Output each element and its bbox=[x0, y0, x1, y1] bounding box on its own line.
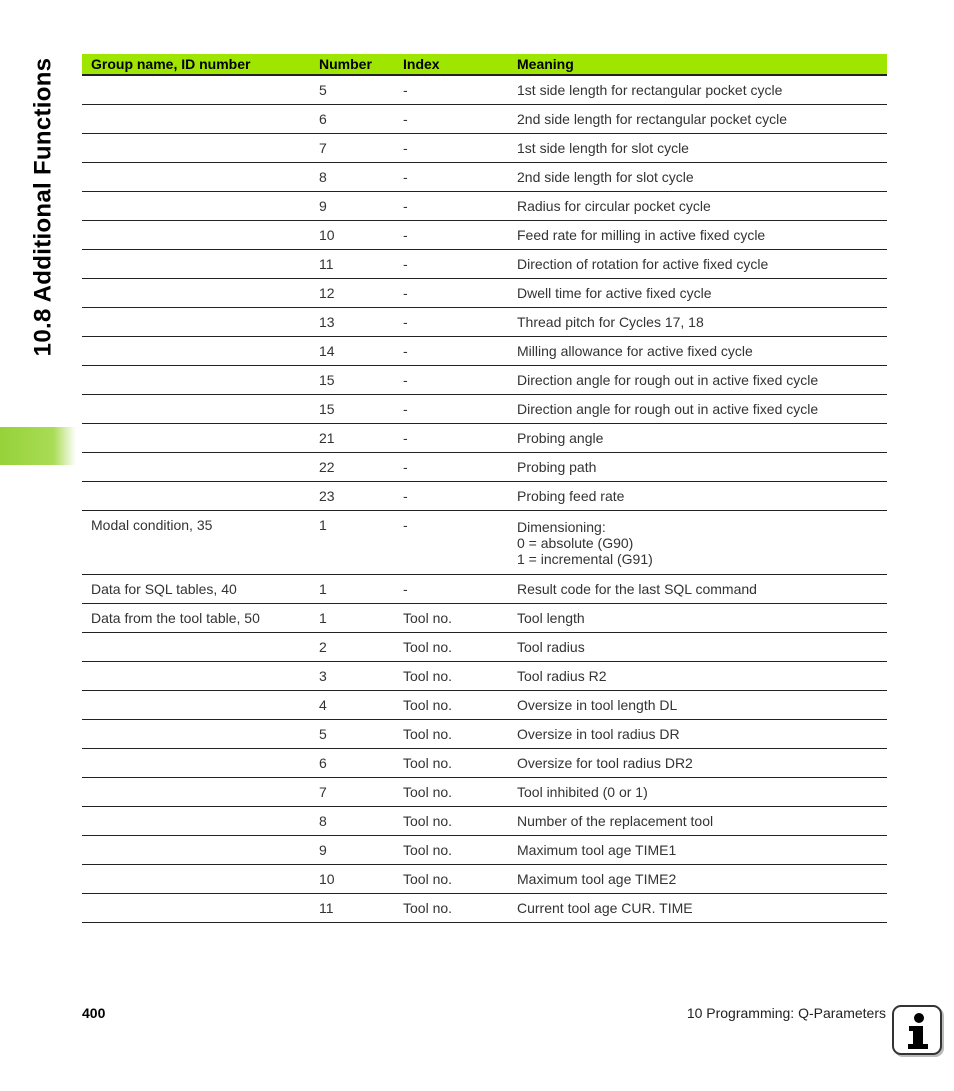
cell-group bbox=[82, 337, 310, 366]
cell-group bbox=[82, 482, 310, 511]
cell-meaning: Direction of rotation for active fixed cycle bbox=[508, 250, 887, 279]
cell-index: Tool no. bbox=[394, 633, 508, 662]
cell-group: Data from the tool table, 50 bbox=[82, 604, 310, 633]
cell-group bbox=[82, 894, 310, 923]
cell-number: 1 bbox=[310, 604, 394, 633]
table-row bbox=[82, 720, 887, 749]
cell-number: 8 bbox=[310, 163, 394, 192]
table-row bbox=[82, 337, 887, 366]
table-row bbox=[82, 575, 887, 604]
table-row bbox=[82, 192, 887, 221]
table-row bbox=[82, 75, 887, 105]
cell-index: - bbox=[394, 395, 508, 424]
cell-index: - bbox=[394, 250, 508, 279]
chapter-side-title-text: 10.8 Additional Functions bbox=[29, 57, 57, 357]
cell-meaning: Tool radius bbox=[508, 633, 887, 662]
cell-meaning-line: Dimensioning: bbox=[517, 519, 606, 535]
cell-number: 15 bbox=[310, 366, 394, 395]
table-row bbox=[82, 134, 887, 163]
cell-index: - bbox=[394, 192, 508, 221]
cell-meaning: Current tool age CUR. TIME bbox=[508, 894, 887, 923]
table-header-row bbox=[82, 54, 887, 75]
cell-number: 15 bbox=[310, 395, 394, 424]
cell-meaning: Direction angle for rough out in active fixed cycle bbox=[508, 366, 887, 395]
table-row bbox=[82, 778, 887, 807]
table-row bbox=[82, 662, 887, 691]
table-row bbox=[82, 453, 887, 482]
info-icon bbox=[892, 1005, 942, 1055]
table-row bbox=[82, 482, 887, 511]
cell-number: 12 bbox=[310, 279, 394, 308]
cell-index: - bbox=[394, 482, 508, 511]
cell-index: - bbox=[394, 337, 508, 366]
cell-number: 7 bbox=[310, 134, 394, 163]
cell-meaning: Maximum tool age TIME2 bbox=[508, 865, 887, 894]
cell-index: - bbox=[394, 163, 508, 192]
cell-number: 2 bbox=[310, 633, 394, 662]
cell-index: Tool no. bbox=[394, 662, 508, 691]
cell-index: - bbox=[394, 575, 508, 604]
table-row bbox=[82, 250, 887, 279]
cell-meaning: Probing angle bbox=[508, 424, 887, 453]
cell-number: 4 bbox=[310, 691, 394, 720]
cell-number: 5 bbox=[310, 75, 394, 105]
cell-group bbox=[82, 691, 310, 720]
header-group: Group name, ID number bbox=[82, 54, 310, 75]
table-row bbox=[82, 366, 887, 395]
cell-meaning-line: 0 = absolute (G90) bbox=[517, 535, 634, 551]
table-row bbox=[82, 894, 887, 923]
table-row bbox=[82, 163, 887, 192]
cell-group bbox=[82, 308, 310, 337]
cell-meaning: Probing feed rate bbox=[508, 482, 887, 511]
cell-meaning: 2nd side length for rectangular pocket cycle bbox=[508, 105, 887, 134]
cell-meaning: Result code for the last SQL command bbox=[508, 575, 887, 604]
table-row bbox=[82, 511, 887, 575]
cell-index: - bbox=[394, 511, 508, 575]
cell-index: - bbox=[394, 366, 508, 395]
cell-meaning: Oversize for tool radius DR2 bbox=[508, 749, 887, 778]
cell-index: Tool no. bbox=[394, 836, 508, 865]
cell-number: 14 bbox=[310, 337, 394, 366]
table-row bbox=[82, 308, 887, 337]
cell-group bbox=[82, 453, 310, 482]
cell-meaning: Probing path bbox=[508, 453, 887, 482]
page-number: 400 bbox=[82, 1005, 106, 1021]
cell-meaning: 2nd side length for slot cycle bbox=[508, 163, 887, 192]
cell-group bbox=[82, 105, 310, 134]
cell-index: - bbox=[394, 308, 508, 337]
cell-meaning: Milling allowance for active fixed cycle bbox=[508, 337, 887, 366]
cell-meaning-line: 1 = incremental (G91) bbox=[517, 551, 653, 567]
cell-meaning: Feed rate for milling in active fixed cycle bbox=[508, 221, 887, 250]
cell-index: - bbox=[394, 453, 508, 482]
header-index: Index bbox=[394, 54, 508, 75]
cell-index: Tool no. bbox=[394, 604, 508, 633]
cell-index: Tool no. bbox=[394, 720, 508, 749]
cell-number: 13 bbox=[310, 308, 394, 337]
cell-meaning: Direction angle for rough out in active fixed cycle bbox=[508, 395, 887, 424]
table-row bbox=[82, 633, 887, 662]
cell-number: 10 bbox=[310, 865, 394, 894]
table-row bbox=[82, 749, 887, 778]
cell-number: 6 bbox=[310, 749, 394, 778]
cell-meaning-multiline bbox=[508, 511, 887, 575]
cell-number: 9 bbox=[310, 836, 394, 865]
cell-number: 7 bbox=[310, 778, 394, 807]
cell-group bbox=[82, 807, 310, 836]
cell-index: - bbox=[394, 105, 508, 134]
chapter-footer: 10 Programming: Q-Parameters bbox=[686, 1005, 886, 1021]
cell-group bbox=[82, 75, 310, 105]
cell-group bbox=[82, 221, 310, 250]
cell-meaning: 1st side length for rectangular pocket cycle bbox=[508, 75, 887, 105]
cell-number: 23 bbox=[310, 482, 394, 511]
cell-index: Tool no. bbox=[394, 807, 508, 836]
cell-group bbox=[82, 749, 310, 778]
cell-number: 11 bbox=[310, 250, 394, 279]
cell-group bbox=[82, 163, 310, 192]
chapter-tab-marker bbox=[0, 427, 76, 465]
cell-meaning: Radius for circular pocket cycle bbox=[508, 192, 887, 221]
cell-meaning: Tool length bbox=[508, 604, 887, 633]
cell-group bbox=[82, 366, 310, 395]
cell-index: - bbox=[394, 221, 508, 250]
cell-index: - bbox=[394, 134, 508, 163]
header-meaning: Meaning bbox=[508, 54, 887, 75]
cell-group bbox=[82, 279, 310, 308]
cell-meaning: Tool inhibited (0 or 1) bbox=[508, 778, 887, 807]
table-row bbox=[82, 221, 887, 250]
cell-group bbox=[82, 720, 310, 749]
cell-index: Tool no. bbox=[394, 865, 508, 894]
table-row bbox=[82, 424, 887, 453]
cell-group bbox=[82, 778, 310, 807]
cell-index: Tool no. bbox=[394, 691, 508, 720]
cell-group bbox=[82, 424, 310, 453]
cell-index: - bbox=[394, 279, 508, 308]
header-number: Number bbox=[310, 54, 394, 75]
cell-group: Modal condition, 35 bbox=[82, 511, 310, 575]
cell-meaning: 1st side length for slot cycle bbox=[508, 134, 887, 163]
table-row bbox=[82, 865, 887, 894]
table-row bbox=[82, 836, 887, 865]
table-row bbox=[82, 604, 887, 633]
cell-index: Tool no. bbox=[394, 894, 508, 923]
cell-number: 8 bbox=[310, 807, 394, 836]
cell-group bbox=[82, 633, 310, 662]
cell-number: 11 bbox=[310, 894, 394, 923]
cell-number: 9 bbox=[310, 192, 394, 221]
cell-number: 1 bbox=[310, 511, 394, 575]
cell-meaning: Dwell time for active fixed cycle bbox=[508, 279, 887, 308]
table-row bbox=[82, 279, 887, 308]
cell-number: 21 bbox=[310, 424, 394, 453]
cell-index: Tool no. bbox=[394, 749, 508, 778]
table-row bbox=[82, 691, 887, 720]
cell-number: 1 bbox=[310, 575, 394, 604]
table-body bbox=[82, 75, 887, 923]
cell-meaning: Number of the replacement tool bbox=[508, 807, 887, 836]
cell-meaning: Oversize in tool radius DR bbox=[508, 720, 887, 749]
cell-group: Data for SQL tables, 40 bbox=[82, 575, 310, 604]
cell-index: Tool no. bbox=[394, 778, 508, 807]
cell-number: 3 bbox=[310, 662, 394, 691]
cell-group bbox=[82, 662, 310, 691]
cell-group bbox=[82, 865, 310, 894]
cell-number: 6 bbox=[310, 105, 394, 134]
cell-group bbox=[82, 250, 310, 279]
cell-group bbox=[82, 395, 310, 424]
cell-meaning: Oversize in tool length DL bbox=[508, 691, 887, 720]
cell-meaning: Maximum tool age TIME1 bbox=[508, 836, 887, 865]
cell-group bbox=[82, 192, 310, 221]
cell-index: - bbox=[394, 424, 508, 453]
table-row bbox=[82, 807, 887, 836]
cell-meaning: Thread pitch for Cycles 17, 18 bbox=[508, 308, 887, 337]
table-row bbox=[82, 395, 887, 424]
cell-meaning: Tool radius R2 bbox=[508, 662, 887, 691]
cell-number: 10 bbox=[310, 221, 394, 250]
cell-group bbox=[82, 134, 310, 163]
table-row bbox=[82, 105, 887, 134]
parameter-table bbox=[82, 54, 887, 923]
chapter-side-title bbox=[16, 52, 70, 362]
cell-group bbox=[82, 836, 310, 865]
cell-number: 5 bbox=[310, 720, 394, 749]
cell-number: 22 bbox=[310, 453, 394, 482]
cell-index: - bbox=[394, 75, 508, 105]
